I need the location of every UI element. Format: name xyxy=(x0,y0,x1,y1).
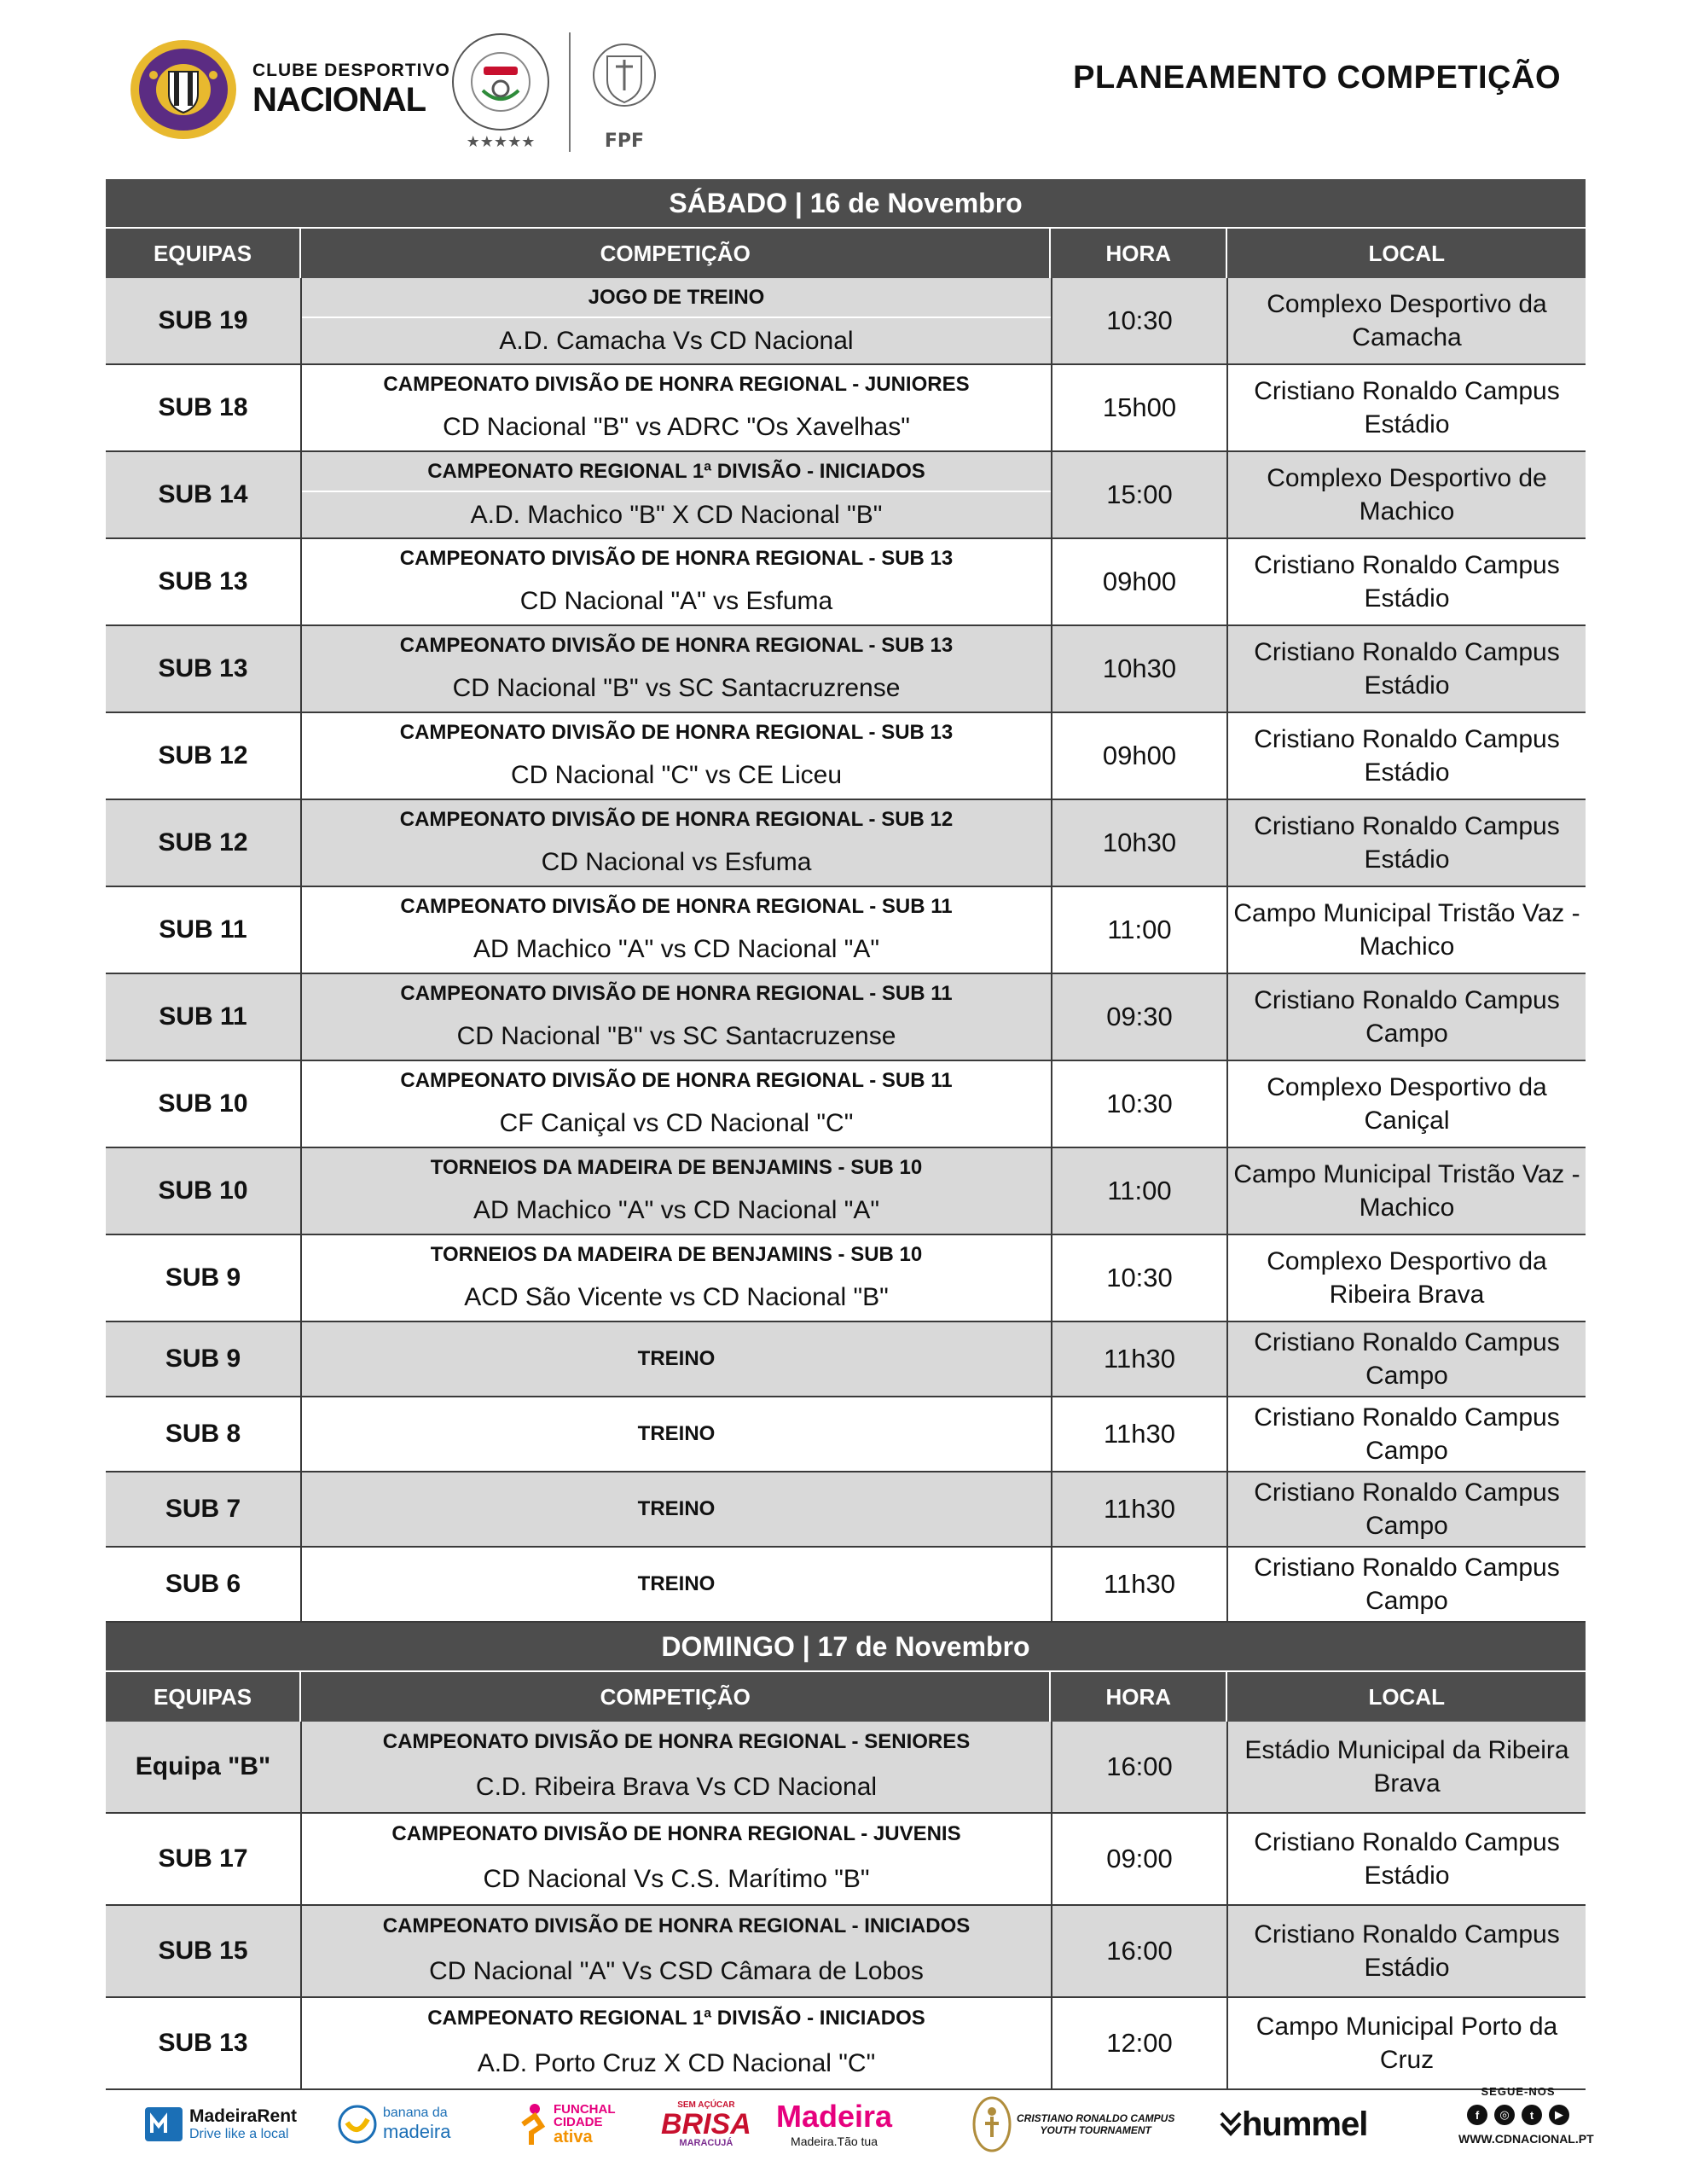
column-header-place: LOCAL xyxy=(1226,1672,1586,1722)
competition-cell xyxy=(300,278,1051,363)
time-cell: 16:00 xyxy=(1051,1906,1226,1996)
sponsor-madeirarent xyxy=(145,2082,297,2167)
place-cell: Cristiano Ronaldo Campus Estádio xyxy=(1226,1906,1586,1996)
column-header-time: HORA xyxy=(1049,1672,1226,1722)
time-cell: 10h30 xyxy=(1051,626,1226,712)
competition-name: CAMPEONATO REGIONAL 1ª DIVISÃO - INICIADOS xyxy=(427,2007,925,2030)
column-headers xyxy=(106,227,1586,278)
place-cell: Campo Municipal Tristão Vaz - Machico xyxy=(1226,1148,1586,1234)
competition-name: TORNEIOS DA MADEIRA DE BENJAMINS - SUB 10 xyxy=(430,1243,923,1266)
youtube-icon[interactable]: ▶ xyxy=(1549,2105,1569,2125)
place-cell: Cristiano Ronaldo Campus Campo xyxy=(1226,1472,1586,1546)
match-fixture: CD Nacional "B" vs ADRC "Os Xavelhas" xyxy=(443,413,910,441)
match-fixture: AD Machico "A" vs CD Nacional "A" xyxy=(473,1196,880,1224)
instagram-icon[interactable]: ◎ xyxy=(1494,2105,1515,2125)
sponsor-footer xyxy=(128,2082,1594,2167)
time-cell: 09h00 xyxy=(1051,539,1226,624)
competition-cell xyxy=(300,800,1051,886)
team-cell: Equipa "B" xyxy=(135,1752,271,1780)
schedule-row xyxy=(106,1322,1586,1397)
place-cell: Cristiano Ronaldo Campus Campo xyxy=(1226,1548,1586,1621)
sunday-rows xyxy=(106,1722,1586,2090)
follow-us xyxy=(1458,2085,1594,2146)
competition-cell xyxy=(300,1998,1051,2088)
team-cell: SUB 7 xyxy=(165,1495,241,1523)
time-cell: 10:30 xyxy=(1051,278,1226,363)
sponsor-banana-madeira xyxy=(337,2082,450,2167)
schedule-row xyxy=(106,1397,1586,1472)
madeira-wordmark: Madeira xyxy=(776,2099,893,2134)
match-fixture: ACD São Vicente vs CD Nacional "B" xyxy=(464,1283,889,1311)
document-title: PLANEAMENTO COMPETIÇÃO xyxy=(1073,60,1561,96)
competition-cell xyxy=(300,539,1051,624)
competition-name: TREINO xyxy=(637,1572,716,1595)
schedule-row xyxy=(106,974,1586,1061)
match-fixture: AD Machico "A" vs CD Nacional "A" xyxy=(473,935,880,963)
schedule-row xyxy=(106,539,1586,626)
sponsor-madeira xyxy=(776,2082,892,2167)
banana-line1: banana da xyxy=(383,2106,448,2121)
schedule-row xyxy=(106,626,1586,713)
place-cell: Cristiano Ronaldo Campus Estádio xyxy=(1226,1814,1586,1904)
brisa-top-text: SEM AÇÚCAR xyxy=(677,2100,735,2110)
column-header-team: EQUIPAS xyxy=(154,1683,252,1710)
column-header-competition: COMPETIÇÃO xyxy=(299,229,1049,278)
club-name xyxy=(252,61,450,117)
schedule-row xyxy=(106,1814,1586,1906)
team-cell: SUB 18 xyxy=(158,393,248,421)
match-fixture: CD Nacional "C" vs CE Liceu xyxy=(510,761,843,789)
madeirarent-name: MadeiraRent xyxy=(189,2106,298,2127)
saturday-rows xyxy=(106,278,1586,1623)
cr-campus-line1: CRISTIANO RONALDO CAMPUS xyxy=(1017,2111,1175,2124)
hummel-chevron-icon xyxy=(1220,2110,1242,2139)
schedule-row xyxy=(106,1148,1586,1235)
place-cell: Campo Municipal Porto da Cruz xyxy=(1226,1998,1586,2088)
competition-name: TORNEIOS DA MADEIRA DE BENJAMINS - SUB 10 xyxy=(430,1156,923,1179)
competition-cell xyxy=(300,1235,1051,1321)
funchal-line1: FUNCHAL xyxy=(554,2102,616,2117)
time-cell: 09h00 xyxy=(1051,713,1226,799)
team-cell: SUB 10 xyxy=(158,1089,248,1118)
place-cell: Complexo Desportivo da Caniçal xyxy=(1226,1061,1586,1147)
competition-name: CAMPEONATO DIVISÃO DE HONRA REGIONAL - SUB 13 xyxy=(399,547,954,570)
schedule-row xyxy=(106,278,1586,365)
competition-cell xyxy=(300,1148,1051,1234)
banana-line2: madeira xyxy=(383,2120,451,2142)
competition-name: CAMPEONATO DIVISÃO DE HONRA REGIONAL - SUB 11 xyxy=(400,895,953,918)
time-cell: 10:30 xyxy=(1051,1061,1226,1147)
schedule-row xyxy=(106,1722,1586,1814)
schedule xyxy=(106,179,1586,2090)
team-cell: SUB 11 xyxy=(159,915,247,944)
team-cell: SUB 15 xyxy=(158,1937,248,1965)
schedule-row xyxy=(106,1061,1586,1148)
time-cell: 11h30 xyxy=(1051,1397,1226,1471)
fpf-crest-icon xyxy=(585,31,664,154)
competition-name: CAMPEONATO DIVISÃO DE HONRA REGIONAL - SUB 13 xyxy=(399,634,954,657)
place-cell: Cristiano Ronaldo Campus Estádio xyxy=(1226,713,1586,799)
team-cell: SUB 8 xyxy=(165,1420,241,1448)
time-cell: 11h30 xyxy=(1051,1548,1226,1621)
time-cell: 16:00 xyxy=(1051,1722,1226,1812)
time-cell: 11:00 xyxy=(1051,1148,1226,1234)
place-cell: Cristiano Ronaldo Campus Campo xyxy=(1226,1322,1586,1396)
competition-cell xyxy=(300,887,1051,973)
time-cell: 10h30 xyxy=(1051,800,1226,886)
page-header xyxy=(0,0,1693,171)
place-cell: Cristiano Ronaldo Campus Campo xyxy=(1226,1397,1586,1471)
competition-name: JOGO DE TREINO xyxy=(302,278,1051,318)
club-badge-icon xyxy=(128,38,239,142)
time-cell: 15:00 xyxy=(1051,452,1226,537)
team-cell: SUB 6 xyxy=(165,1570,241,1598)
match-fixture: CD Nacional "B" vs SC Santacruzrense xyxy=(452,674,901,702)
team-cell: SUB 17 xyxy=(158,1844,248,1873)
funchal-line3: ativa xyxy=(554,2128,593,2146)
column-header-competition: COMPETIÇÃO xyxy=(299,1672,1049,1722)
team-cell: SUB 14 xyxy=(158,480,248,508)
place-cell: Estádio Municipal da Ribeira Brava xyxy=(1226,1722,1586,1812)
schedule-row xyxy=(106,1998,1586,2090)
twitter-icon[interactable]: t xyxy=(1522,2105,1542,2125)
place-cell: Cristiano Ronaldo Campus Estádio xyxy=(1226,365,1586,450)
competition-name: CAMPEONATO DIVISÃO DE HONRA REGIONAL - SUB 11 xyxy=(400,1069,953,1092)
place-cell: Cristiano Ronaldo Campus Estádio xyxy=(1226,626,1586,712)
place-cell: Cristiano Ronaldo Campus Campo xyxy=(1226,974,1586,1060)
schedule-row xyxy=(106,800,1586,887)
schedule-row xyxy=(106,1548,1586,1623)
competition-cell xyxy=(300,1814,1051,1904)
svg-text:★★★★★: ★★★★★ xyxy=(466,133,536,151)
funchal-line2: CIDADE xyxy=(554,2115,603,2129)
competition-cell xyxy=(300,1548,1051,1621)
sponsor-cr-campus-tournament xyxy=(972,2082,1174,2167)
brisa-name: BRISA xyxy=(661,2107,751,2140)
header-divider xyxy=(569,32,571,152)
team-cell: SUB 12 xyxy=(158,828,248,857)
competition-cell xyxy=(300,452,1051,537)
svg-text:FPF: FPF xyxy=(604,131,645,152)
time-cell: 11h30 xyxy=(1051,1322,1226,1396)
match-fixture: A.D. Machico "B" X CD Nacional "B" xyxy=(470,500,883,529)
team-cell: SUB 9 xyxy=(165,1263,241,1292)
club-name-line1: CLUBE DESPORTIVO xyxy=(252,61,450,80)
facebook-icon[interactable]: f xyxy=(1467,2105,1487,2125)
time-cell: 11h30 xyxy=(1051,1472,1226,1546)
competition-name: TREINO xyxy=(637,1347,716,1370)
banana-logo-icon xyxy=(337,2104,378,2145)
place-cell: Cristiano Ronaldo Campus Estádio xyxy=(1226,539,1586,624)
cr-campus-trophy-icon xyxy=(972,2096,1012,2152)
match-fixture: CD Nacional "B" vs SC Santacruzense xyxy=(456,1022,896,1050)
match-fixture: CD Nacional Vs C.S. Marítimo "B" xyxy=(483,1865,870,1894)
competition-name: CAMPEONATO DIVISÃO DE HONRA REGIONAL - JUVENIS xyxy=(391,1822,961,1846)
column-headers xyxy=(106,1670,1586,1722)
follow-us-label: SEGUE-NOS xyxy=(1481,2085,1556,2098)
social-icons xyxy=(1458,2105,1578,2125)
place-cell: Campo Municipal Tristão Vaz - Machico xyxy=(1226,887,1586,973)
competition-cell xyxy=(300,365,1051,450)
brisa-flavor: MARACUJÁ xyxy=(679,2137,733,2148)
team-cell: SUB 11 xyxy=(159,1002,247,1031)
competition-cell xyxy=(300,626,1051,712)
place-cell: Cristiano Ronaldo Campus Estádio xyxy=(1226,800,1586,886)
match-fixture: CD Nacional "A" vs Esfuma xyxy=(519,587,833,615)
match-fixture: A.D. Camacha Vs CD Nacional xyxy=(499,326,854,355)
team-cell: SUB 9 xyxy=(165,1345,241,1373)
competition-name: TREINO xyxy=(637,1497,716,1520)
competition-name: CAMPEONATO REGIONAL 1ª DIVISÃO - INICIADOS xyxy=(302,452,1051,492)
madeirarent-tagline: Drive like a local xyxy=(189,2127,289,2142)
place-cell: Complexo Desportivo da Ribeira Brava xyxy=(1226,1235,1586,1321)
column-header-place: LOCAL xyxy=(1226,229,1586,278)
match-fixture: C.D. Ribeira Brava Vs CD Nacional xyxy=(475,1773,878,1802)
match-fixture: CF Caniçal vs CD Nacional "C" xyxy=(499,1109,854,1137)
time-cell: 10:30 xyxy=(1051,1235,1226,1321)
time-cell: 11:00 xyxy=(1051,887,1226,973)
sponsor-brisa xyxy=(661,2082,751,2167)
schedule-row xyxy=(106,452,1586,539)
team-cell: SUB 10 xyxy=(158,1176,248,1205)
sponsor-hummel xyxy=(1220,2082,1367,2167)
competition-cell xyxy=(300,974,1051,1060)
website-link[interactable]: WWW.CDNACIONAL.PT xyxy=(1458,2132,1594,2146)
time-cell: 09:30 xyxy=(1051,974,1226,1060)
match-fixture: A.D. Porto Cruz X CD Nacional "C" xyxy=(477,2049,876,2078)
time-cell: 09:00 xyxy=(1051,1814,1226,1904)
time-cell: 15h00 xyxy=(1051,365,1226,450)
cr-campus-line2: YOUTH TOURNAMENT xyxy=(1040,2124,1151,2136)
madeira-tagline: Madeira.Tão tua xyxy=(791,2135,878,2148)
time-cell: 12:00 xyxy=(1051,1998,1226,2088)
team-cell: SUB 19 xyxy=(158,306,248,334)
hummel-wordmark: hummel xyxy=(1242,2105,1368,2143)
column-header-time: HORA xyxy=(1049,229,1226,278)
schedule-row xyxy=(106,1235,1586,1322)
match-fixture: CD Nacional vs Esfuma xyxy=(541,848,812,876)
competition-name: CAMPEONATO DIVISÃO DE HONRA REGIONAL - JUNIORES xyxy=(383,373,970,396)
match-fixture: CD Nacional "A" Vs CSD Câmara de Lobos xyxy=(429,1957,924,1986)
team-cell: SUB 13 xyxy=(158,654,248,682)
competition-cell xyxy=(300,713,1051,799)
competition-name: CAMPEONATO DIVISÃO DE HONRA REGIONAL - SUB 11 xyxy=(400,982,953,1005)
competition-cell xyxy=(300,1906,1051,1996)
team-cell: SUB 13 xyxy=(158,567,248,595)
competition-name: CAMPEONATO DIVISÃO DE HONRA REGIONAL - SUB 13 xyxy=(399,721,954,744)
club-name-line2: NACIONAL xyxy=(252,81,426,119)
column-header-team: EQUIPAS xyxy=(154,240,252,266)
schedule-row xyxy=(106,365,1586,452)
competition-name: CAMPEONATO DIVISÃO DE HONRA REGIONAL - SENIORES xyxy=(382,1730,971,1754)
schedule-row xyxy=(106,887,1586,974)
madeirarent-logo-icon xyxy=(145,2107,183,2141)
place-cell: Complexo Desportivo de Machico xyxy=(1226,452,1586,537)
place-cell: Complexo Desportivo da Camacha xyxy=(1226,278,1586,363)
competition-cell xyxy=(300,1722,1051,1812)
funchal-runner-icon xyxy=(516,2102,550,2146)
competition-name: CAMPEONATO DIVISÃO DE HONRA REGIONAL - INICIADOS xyxy=(382,1914,971,1938)
schedule-row xyxy=(106,1472,1586,1548)
schedule-row xyxy=(106,1906,1586,1998)
sponsor-funchal-cidade-ativa xyxy=(516,2082,616,2167)
competition-cell xyxy=(300,1322,1051,1396)
competition-cell xyxy=(300,1397,1051,1471)
competition-name: TREINO xyxy=(637,1422,716,1445)
competition-cell xyxy=(300,1061,1051,1147)
team-cell: SUB 13 xyxy=(158,2029,248,2057)
day-banner-sunday: DOMINGO | 17 de Novembro xyxy=(106,1623,1586,1670)
day-banner-saturday: SÁBADO | 16 de Novembro xyxy=(106,179,1586,227)
competition-cell xyxy=(300,1472,1051,1546)
competition-name: CAMPEONATO DIVISÃO DE HONRA REGIONAL - SUB 12 xyxy=(399,808,954,831)
certification-seal-icon xyxy=(445,29,556,154)
schedule-row xyxy=(106,713,1586,800)
team-cell: SUB 12 xyxy=(158,741,248,770)
